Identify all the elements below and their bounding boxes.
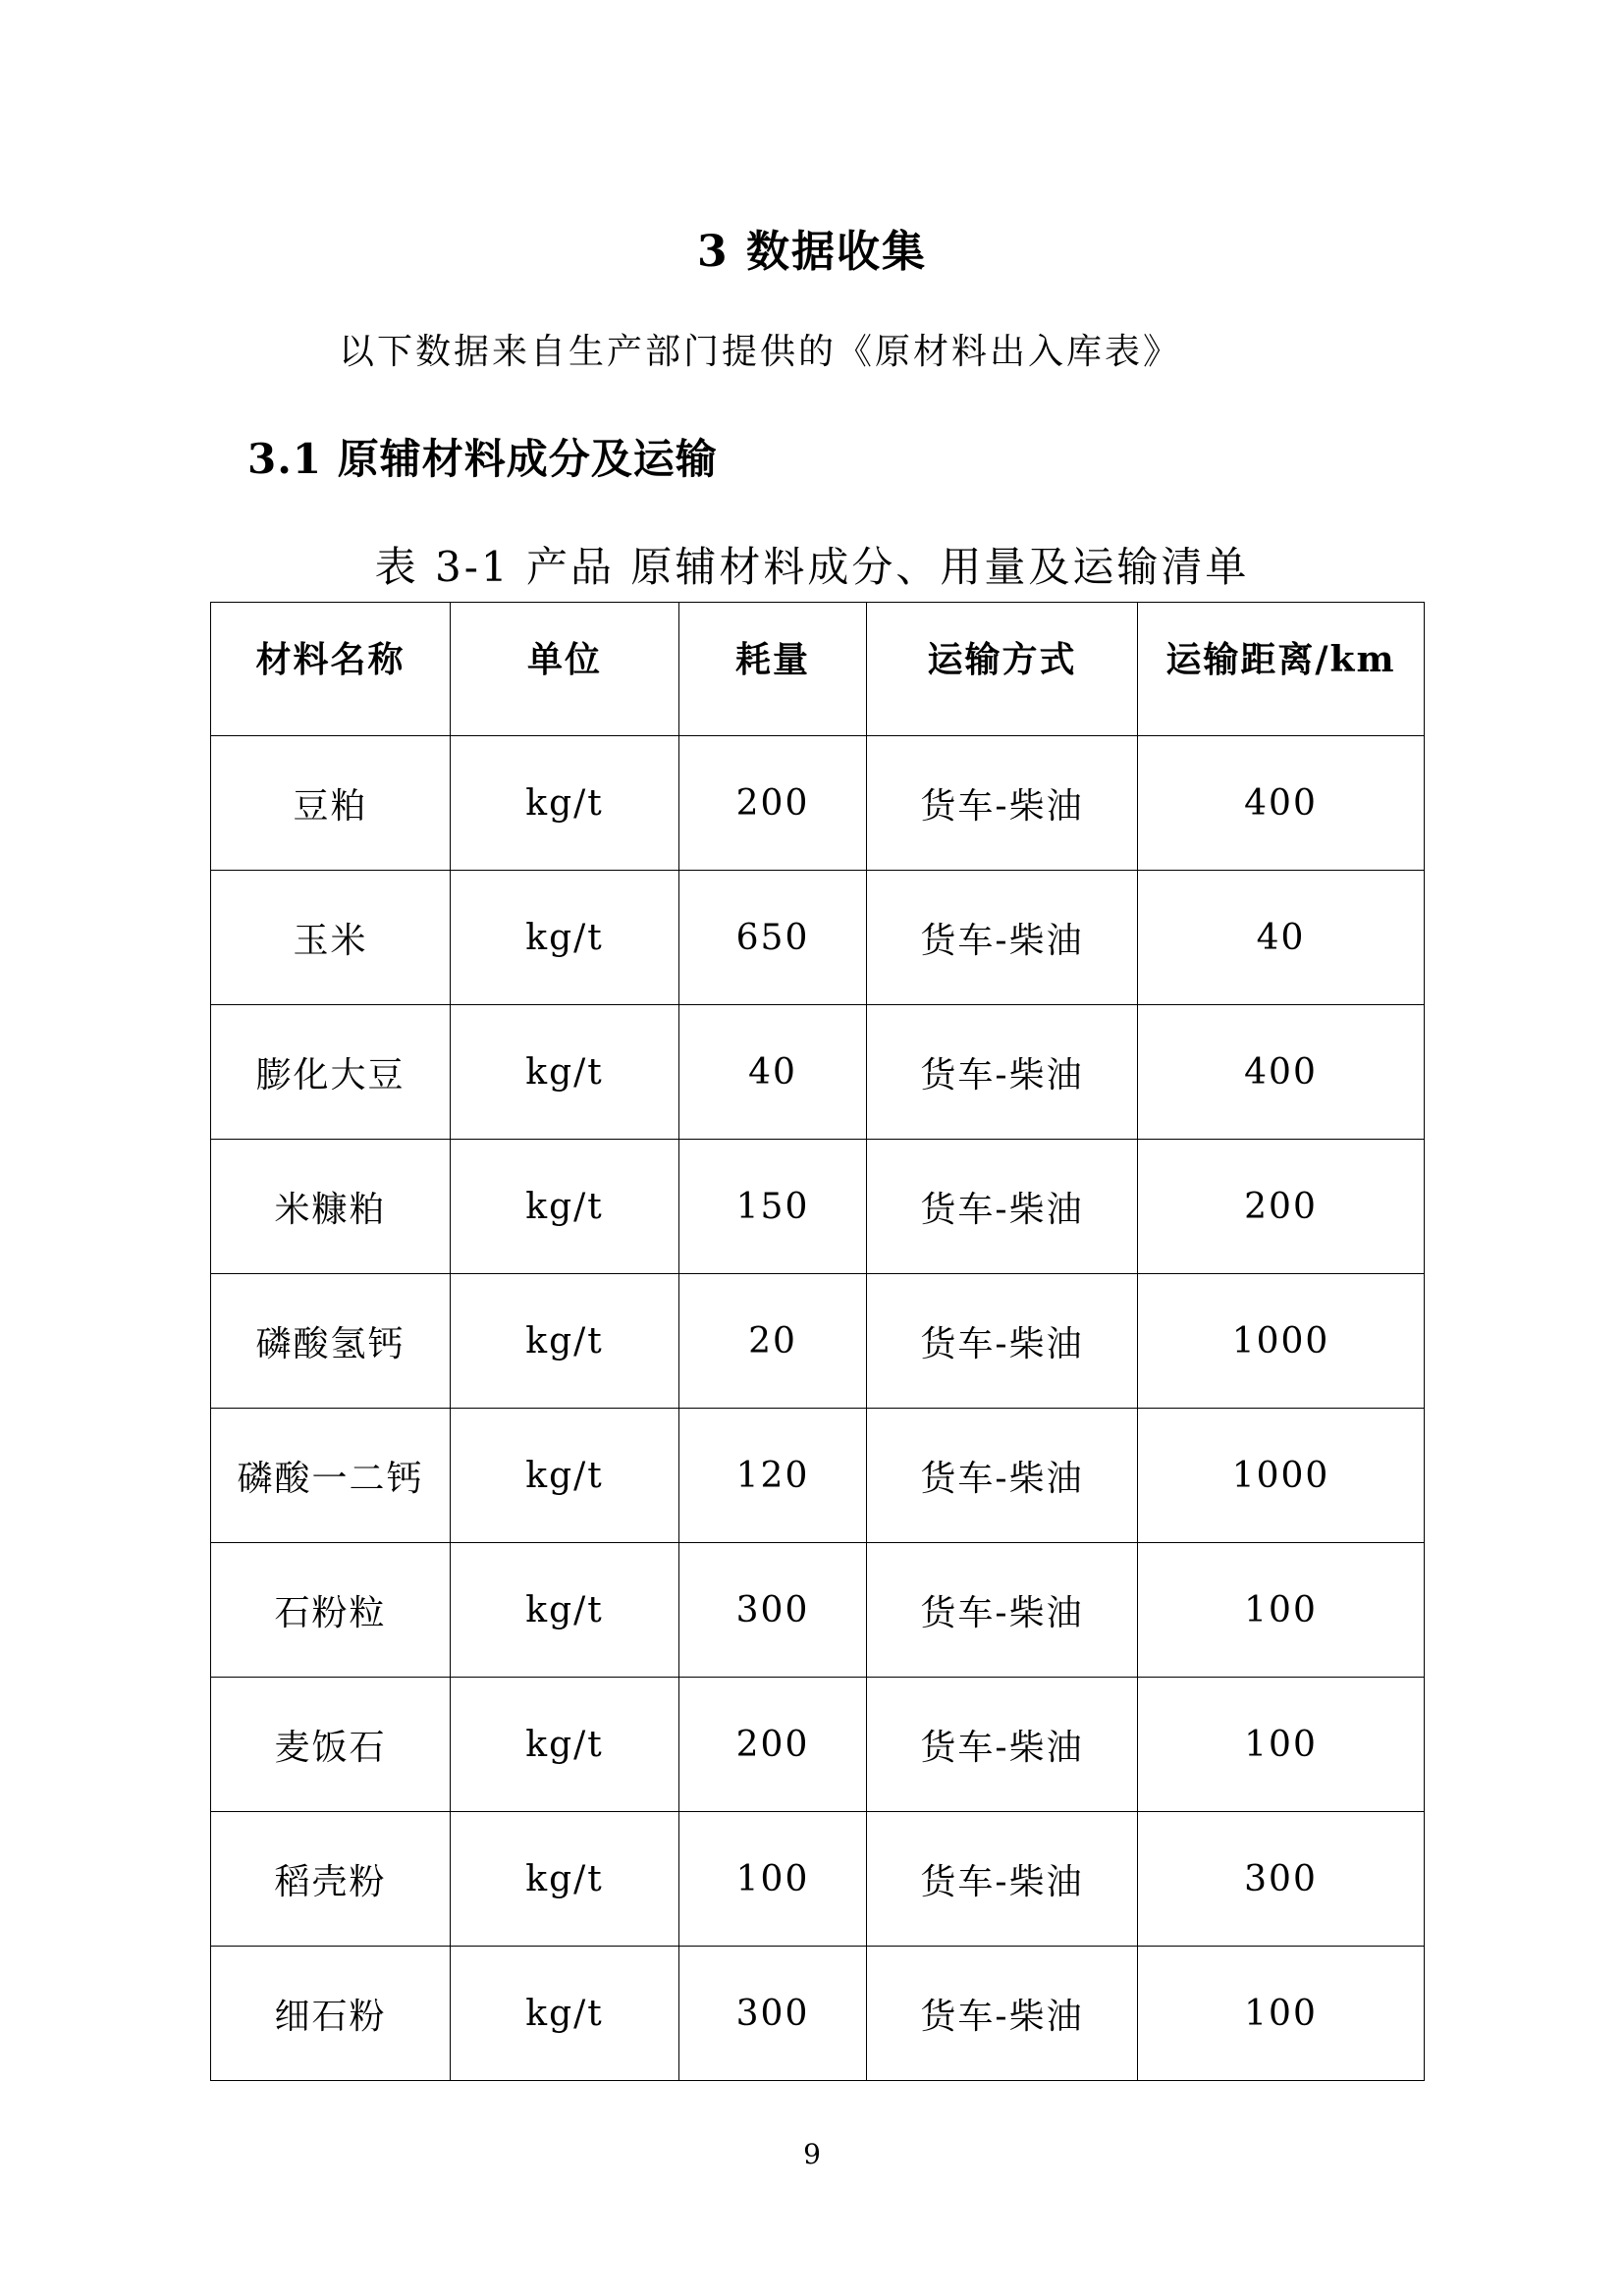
column-header: 材料名称: [211, 603, 451, 736]
table-cell: kg/t: [451, 871, 679, 1005]
table-cell: 玉米: [211, 871, 451, 1005]
table-cell: 磷酸氢钙: [211, 1274, 451, 1409]
table-row: [211, 1812, 1425, 1947]
table-cell: 150: [679, 1140, 867, 1274]
table-cell: 300: [679, 1543, 867, 1678]
materials-table: [210, 602, 1425, 2081]
table-row: [211, 1543, 1425, 1678]
column-header: 单位: [451, 603, 679, 736]
table-cell: kg/t: [451, 1543, 679, 1678]
table-cell: 米糠粕: [211, 1140, 451, 1274]
table-cell: 豆粕: [211, 736, 451, 871]
table-cell: 磷酸一二钙: [211, 1409, 451, 1543]
subsection-heading: 3.1 原辅材料成分及运输: [247, 435, 718, 483]
table-cell: 货车-柴油: [867, 1409, 1138, 1543]
table-cell: 货车-柴油: [867, 1812, 1138, 1947]
table-cell: kg/t: [451, 1409, 679, 1543]
table-cell: 稻壳粉: [211, 1812, 451, 1947]
table-header-row: [211, 603, 1425, 736]
column-header: 耗量: [679, 603, 867, 736]
table-cell: kg/t: [451, 1140, 679, 1274]
table-cell: 120: [679, 1409, 867, 1543]
table-cell: kg/t: [451, 1678, 679, 1812]
table-cell: 20: [679, 1274, 867, 1409]
table-cell: 货车-柴油: [867, 1678, 1138, 1812]
table-cell: 200: [679, 736, 867, 871]
column-header: 运输距离/km: [1138, 603, 1425, 736]
table-cell: 100: [1138, 1947, 1425, 2081]
table-cell: 1000: [1138, 1409, 1425, 1543]
table-row: [211, 1140, 1425, 1274]
table-cell: 货车-柴油: [867, 1947, 1138, 2081]
table-row: [211, 1678, 1425, 1812]
table-cell: kg/t: [451, 736, 679, 871]
table-cell: 货车-柴油: [867, 1543, 1138, 1678]
table-cell: 300: [1138, 1812, 1425, 1947]
column-header: 运输方式: [867, 603, 1138, 736]
table-row: [211, 1947, 1425, 2081]
table-row: [211, 1005, 1425, 1140]
table-caption: 表 3-1 产品 原辅材料成分、用量及运输清单: [374, 543, 1250, 591]
table-cell: kg/t: [451, 1947, 679, 2081]
table-cell: 1000: [1138, 1274, 1425, 1409]
table-cell: 40: [679, 1005, 867, 1140]
table-cell: 货车-柴油: [867, 1140, 1138, 1274]
table-cell: 细石粉: [211, 1947, 451, 2081]
table-row: [211, 871, 1425, 1005]
table-row: [211, 1274, 1425, 1409]
table-cell: 650: [679, 871, 867, 1005]
table-cell: kg/t: [451, 1274, 679, 1409]
section-heading: 3 数据收集: [697, 227, 927, 277]
table-cell: 100: [1138, 1543, 1425, 1678]
table-cell: 货车-柴油: [867, 736, 1138, 871]
table-cell: 膨化大豆: [211, 1005, 451, 1140]
table-cell: 400: [1138, 736, 1425, 871]
table-row: [211, 1409, 1425, 1543]
table-cell: 100: [679, 1812, 867, 1947]
table-cell: 货车-柴油: [867, 1274, 1138, 1409]
table-cell: 石粉粒: [211, 1543, 451, 1678]
table-cell: 麦饭石: [211, 1678, 451, 1812]
table-cell: kg/t: [451, 1005, 679, 1140]
intro-text: 以下数据来自生产部门提供的《原材料出入库表》: [339, 332, 1182, 372]
table-cell: 货车-柴油: [867, 1005, 1138, 1140]
table-cell: 400: [1138, 1005, 1425, 1140]
table-cell: 货车-柴油: [867, 871, 1138, 1005]
table-row: [211, 736, 1425, 871]
table-cell: 100: [1138, 1678, 1425, 1812]
table-cell: 200: [1138, 1140, 1425, 1274]
page-number: 9: [803, 2138, 821, 2170]
table-cell: 200: [679, 1678, 867, 1812]
table-cell: 40: [1138, 871, 1425, 1005]
table-cell: kg/t: [451, 1812, 679, 1947]
table-cell: 300: [679, 1947, 867, 2081]
